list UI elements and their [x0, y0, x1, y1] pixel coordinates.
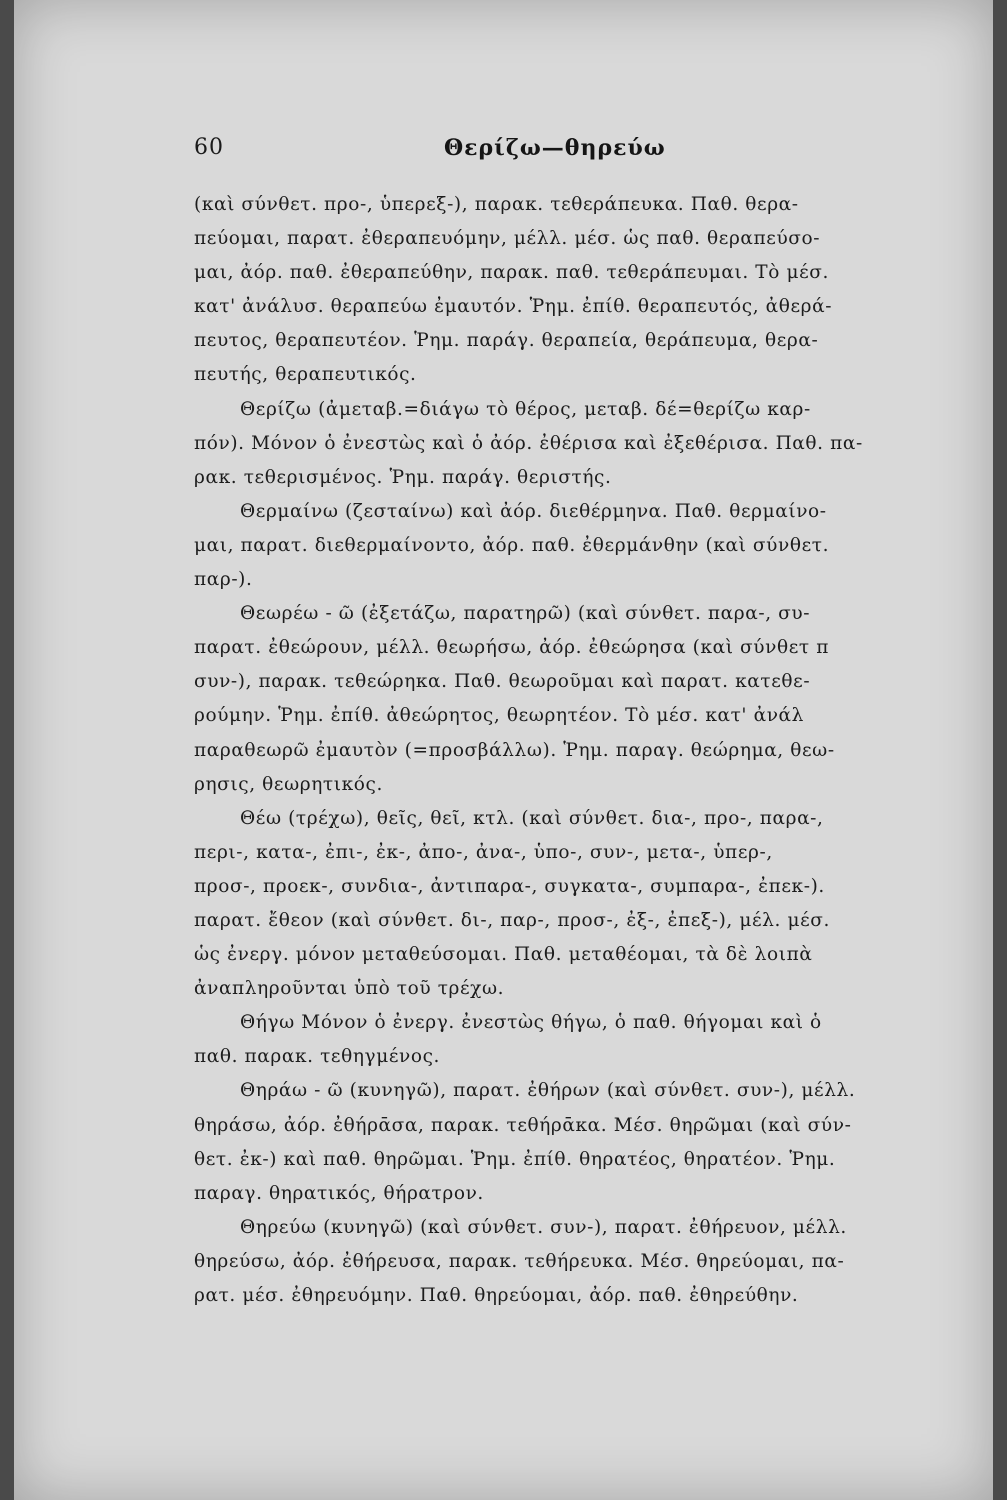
text-line: πευτος, θεραπευτέον. Ῥημ. παράγ. θεραπεία, θεράπευμα, θερα-	[194, 330, 819, 352]
running-head: Θερίζω—θηρεύω	[444, 135, 666, 161]
text-line: πευτής, θεραπευτικός.	[194, 364, 417, 386]
entry-headline: Θερμαίνω (ζεσταίνω) καὶ ἀόρ. διεθέρμηνα. Παθ. θερμαίνο-	[240, 500, 827, 522]
text-line: μαι, παρατ. διεθερμαίνοντο, ἀόρ. παθ. ἐθερμάνθην (καὶ σύνθετ.	[194, 534, 830, 556]
text-line: προσ-, προεκ-, συνδια-, ἀντιπαρα-, συγκατα-, συμπαρα-, ἐπεκ-).	[194, 875, 825, 897]
text-line: μαι, ἀόρ. παθ. ἐθεραπεύθην, παρακ. παθ. τεθεράπευμαι. Τὸ μέσ.	[194, 262, 829, 284]
text-line: ὡς ἐνεργ. μόνον μεταθεύσομαι. Παθ. μεταθέομαι, τὰ δὲ λοιπὰ	[194, 944, 813, 966]
text-line: θετ. ἐκ-) καὶ παθ. θηρῶμαι. Ῥημ. ἐπίθ. θηρατέος, θηρατέον. Ῥημ.	[194, 1148, 836, 1170]
text-line: παρατ. ἐθεώρουν, μέλλ. θεωρήσω, ἀόρ. ἐθεώρησα (καὶ σύνθετ π	[194, 637, 829, 659]
text-line: παθ. παρακ. τεθηγμένος.	[194, 1046, 441, 1068]
text-line: θηρεύσω, ἀόρ. ἐθήρευσα, παρακ. τεθήρευκα. Μέσ. θηρεύομαι, πα-	[194, 1250, 845, 1272]
text-line: κατ' ἀνάλυσ. θεραπεύω ἐμαυτόν. Ῥημ. ἐπίθ. θεραπευτός, ἀθερά-	[194, 296, 833, 318]
text-line: θηράσω, ἀόρ. ἐθήρᾱσα, παρακ. τεθήρᾱκα. Μέσ. θηρῶμαι (καὶ σύν-	[194, 1114, 852, 1136]
text-line: (καὶ σύνθετ. προ-, ὑπερεξ-), παρακ. τεθεράπευκα. Παθ. θερα-	[194, 194, 799, 215]
text-line: ρατ. μέσ. ἐθηρευόμην. Παθ. θηρεύομαι, ἀόρ. παθ. ἐθηρεύθην.	[194, 1285, 799, 1306]
entry-headline: Θερίζω (ἀμεταβ.=διάγω τὸ θέρος, μεταβ. δέ=θερίζω καρ-	[240, 398, 811, 420]
entry-headline: Θήγω Μόνον ὁ ἐνεργ. ἐνεστὼς θήγω, ὁ παθ. θήγομαι καὶ ὁ	[240, 1012, 822, 1034]
text-line: περι-, κατα-, ἐπι-, ἐκ-, ἀπο-, ἀνα-, ὑπο-, συν-, μετα-, ὑπερ-,	[194, 841, 773, 863]
text-line: συν-), παρακ. τεθεώρηκα. Παθ. θεωροῦμαι καὶ παρατ. κατεθε-	[194, 671, 811, 693]
text-line: ρούμην. Ῥημ. ἐπίθ. ἀθεώρητος, θεωρητέον. Τὸ μέσ. κατ' ἀνάλ	[194, 705, 804, 727]
page-number: 60	[194, 135, 224, 160]
page-header	[194, 135, 964, 165]
text-line: πόν). Μόνον ὁ ἐνεστὼς καὶ ὁ ἀόρ. ἐθέρισα καὶ ἐξεθέρισα. Παθ. πα-	[194, 432, 863, 454]
text-line: παρατ. ἔθεον (καὶ σύνθετ. δι-, παρ-, προσ-, ἐξ-, ἐπεξ-), μέλ. μέσ.	[194, 909, 830, 931]
text-line: πεύομαι, παρατ. ἐθεραπευόμην, μέλλ. μέσ. ὡς παθ. θεραπεύσο-	[194, 228, 821, 250]
text-line: ἀναπληροῦνται ὑπὸ τοῦ τρέχω.	[194, 978, 505, 1000]
text-line: παρ-).	[194, 569, 253, 591]
text-line: ρησις, θεωρητικός.	[194, 773, 383, 795]
entry-headline: Θεωρέω - ῶ (ἐξετάζω, παρατηρῶ) (καὶ σύνθετ. παρα-, συ-	[240, 603, 811, 625]
book-page	[14, 0, 993, 1500]
entry-headline: Θέω (τρέχω), θεῖς, θεῖ, κτλ. (καὶ σύνθετ. δια-, προ-, παρα-,	[240, 807, 824, 829]
text-line: παραθεωρῶ ἐμαυτὸν (=προσβάλλω). Ῥημ. παραγ. θεώρημα, θεω-	[194, 739, 835, 761]
text-line: ρακ. τεθερισμένος. Ῥημ. παράγ. θεριστής.	[194, 466, 612, 488]
page-body	[194, 188, 984, 1313]
entry-headline: Θηράω - ῶ (κυνηγῶ), παρατ. ἐθήρων (καὶ σύνθετ. συν-), μέλλ.	[240, 1080, 856, 1102]
text-line: παραγ. θηρατικός, θήρατρον.	[194, 1182, 484, 1204]
entry-headline: Θηρεύω (κυνηγῶ) (καὶ σύνθετ. συν-), παρατ. ἐθήρευον, μέλλ.	[240, 1216, 847, 1238]
